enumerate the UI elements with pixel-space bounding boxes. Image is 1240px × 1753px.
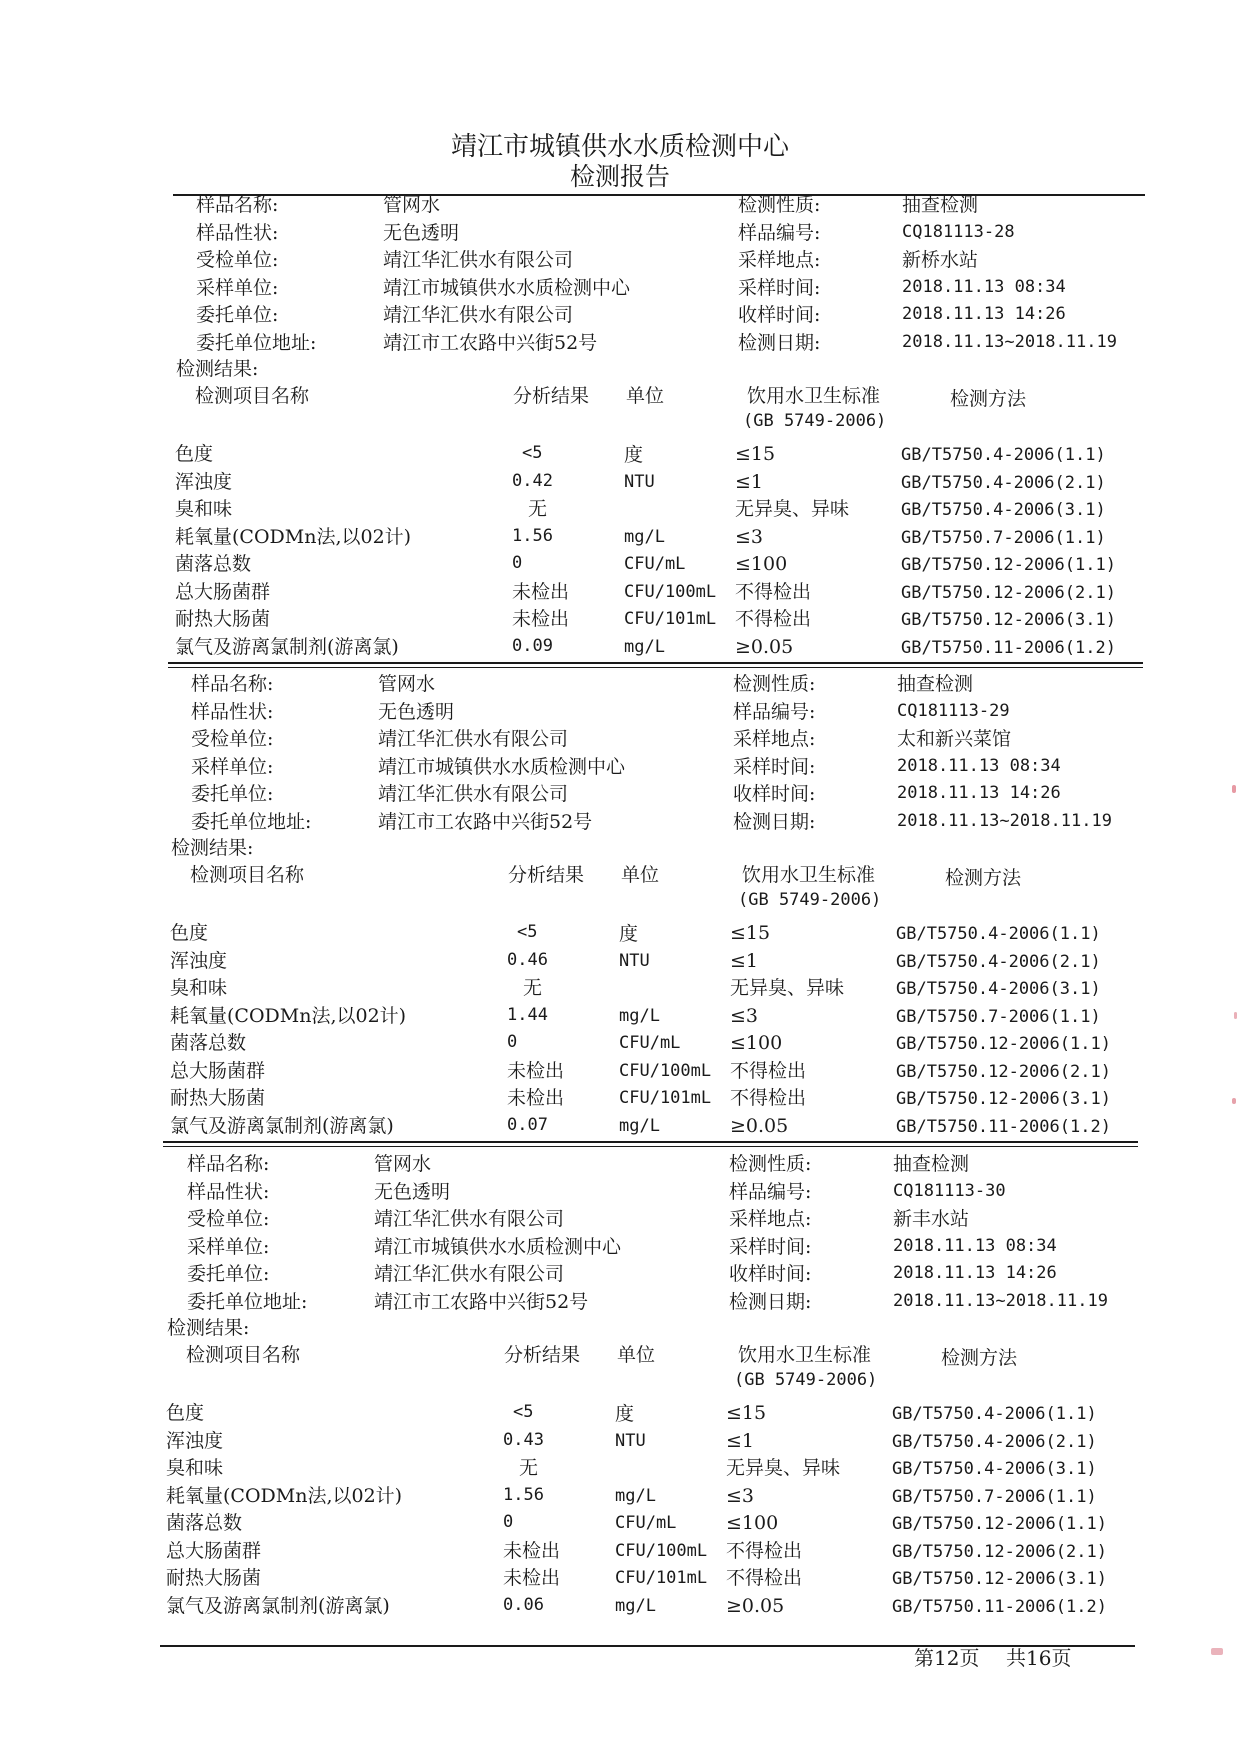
- item-method: GB/T5750.12-2006(1.1): [892, 1514, 1107, 1534]
- item-unit: CFU/100mL: [615, 1540, 708, 1561]
- section-divider: [168, 662, 1143, 668]
- field-label: 采样地点:: [729, 1208, 812, 1230]
- item-name: 耗氧量(CODMn法,以02计): [166, 1484, 403, 1507]
- field-value: 2018.11.13 08:34: [893, 1235, 1057, 1256]
- field-label: 收样时间:: [729, 1263, 812, 1285]
- item-standard: ≤100: [735, 553, 788, 575]
- item-name: 色度: [175, 443, 214, 465]
- field-label: 检测日期:: [733, 810, 816, 833]
- item-method: GB/T5750.12-2006(3.1): [896, 1089, 1111, 1109]
- item-unit: mg/L: [619, 1115, 660, 1136]
- item-unit: CFU/101mL: [624, 609, 717, 629]
- field-value: 靖江市工农路中兴街52号: [378, 810, 593, 833]
- item-standard: ≤15: [735, 443, 776, 465]
- item-name: 浑浊度: [166, 1429, 224, 1452]
- field-label: 检测日期:: [729, 1290, 812, 1313]
- item-result: 无: [528, 498, 548, 520]
- field-value: 靖江市城镇供水水质检测中心: [383, 276, 631, 299]
- column-header: 单位: [626, 385, 665, 407]
- column-header: (GB 5749-2006): [738, 890, 882, 910]
- field-value: 2018.11.13~2018.11.19: [902, 331, 1117, 352]
- field-value: CQ181113-28: [902, 221, 1015, 242]
- item-name: 色度: [166, 1402, 205, 1424]
- field-label: 委托单位:: [187, 1263, 270, 1285]
- field-label: 采样地点:: [738, 249, 821, 271]
- footer-rule: [160, 1645, 1135, 1647]
- column-header: (GB 5749-2006): [743, 411, 887, 431]
- results-heading: 检测结果:: [176, 358, 259, 380]
- item-result: <5: [517, 922, 538, 942]
- report-title: 检测报告: [569, 162, 670, 191]
- item-method: GB/T5750.4-2006(1.1): [896, 924, 1101, 944]
- item-name: 菌落总数: [170, 1032, 247, 1054]
- item-standard: ≥0.05: [730, 1114, 789, 1137]
- item-standard: ≤1: [735, 470, 764, 493]
- item-standard: 无异臭、异味: [726, 1457, 841, 1479]
- field-value: 靖江华汇供水有限公司: [383, 249, 574, 271]
- item-unit: CFU/mL: [624, 554, 686, 574]
- item-unit: CFU/101mL: [619, 1088, 712, 1108]
- item-method: GB/T5750.11-2006(1.2): [896, 1116, 1111, 1137]
- item-result: <5: [522, 443, 543, 463]
- item-result: 0: [503, 1512, 514, 1532]
- field-value: 2018.11.13~2018.11.19: [893, 1290, 1108, 1311]
- item-standard: ≤3: [730, 1004, 759, 1027]
- field-label: 样品编号:: [729, 1180, 812, 1203]
- item-result: 0.43: [503, 1429, 544, 1450]
- item-method: GB/T5750.7-2006(1.1): [896, 1006, 1101, 1027]
- item-name: 臭和味: [170, 977, 228, 999]
- item-unit: CFU/mL: [615, 1513, 677, 1533]
- item-result: 无: [523, 977, 543, 999]
- item-standard: ≤1: [726, 1429, 755, 1452]
- field-value: 2018.11.13 14:26: [893, 1263, 1057, 1283]
- field-value: 管网水: [378, 673, 436, 695]
- field-label: 采样单位:: [191, 755, 274, 778]
- item-unit: mg/L: [615, 1595, 656, 1616]
- field-label: 采样时间:: [738, 276, 821, 299]
- column-header: 检测项目名称: [195, 385, 310, 407]
- field-label: 采样地点:: [733, 728, 816, 750]
- item-unit: NTU: [615, 1430, 646, 1451]
- column-header: 饮用水卫生标准: [747, 385, 881, 407]
- item-standard: 不得检出: [726, 1567, 803, 1589]
- item-name: 总大肠菌群: [166, 1539, 262, 1562]
- field-value: 抽查检测: [893, 1153, 970, 1175]
- item-name: 耗氧量(CODMn法,以02计): [170, 1004, 407, 1027]
- field-value: 靖江市城镇供水水质检测中心: [378, 755, 626, 778]
- field-label: 委托单位:: [191, 783, 274, 805]
- field-label: 样品名称:: [196, 194, 279, 216]
- field-label: 受检单位:: [187, 1208, 270, 1230]
- report-org-title: 靖江市城镇供水水质检测中心: [450, 132, 789, 162]
- item-standard: ≥0.05: [735, 635, 794, 658]
- item-name: 色度: [170, 922, 209, 944]
- item-method: GB/T5750.12-2006(2.1): [901, 582, 1116, 603]
- field-label: 检测性质:: [733, 673, 816, 695]
- item-method: GB/T5750.11-2006(1.2): [901, 637, 1116, 658]
- field-label: 采样时间:: [733, 755, 816, 778]
- field-value: 2018.11.13 08:34: [897, 755, 1061, 776]
- field-value: 靖江华汇供水有限公司: [378, 728, 569, 750]
- item-unit: CFU/mL: [619, 1033, 681, 1053]
- item-result: 未检出: [507, 1059, 565, 1082]
- item-standard: ≤100: [730, 1032, 783, 1054]
- item-result: 未检出: [512, 580, 570, 603]
- item-method: GB/T5750.12-2006(1.1): [901, 555, 1116, 575]
- column-header: (GB 5749-2006): [734, 1370, 878, 1390]
- field-value: 无色透明: [378, 700, 455, 723]
- item-method: GB/T5750.7-2006(1.1): [892, 1486, 1097, 1507]
- column-header: 检测方法: [945, 867, 1022, 889]
- field-label: 受检单位:: [196, 249, 279, 271]
- results-heading: 检测结果:: [171, 837, 254, 859]
- item-result: 0.42: [512, 470, 553, 491]
- field-label: 采样时间:: [729, 1235, 812, 1258]
- field-value: 抽查检测: [902, 194, 979, 216]
- item-name: 耐热大肠菌: [166, 1567, 262, 1589]
- item-unit: 度: [615, 1403, 635, 1425]
- item-name: 臭和味: [175, 498, 233, 520]
- item-result: 1.56: [512, 525, 553, 546]
- field-value: 管网水: [374, 1153, 432, 1175]
- field-label: 检测日期:: [738, 331, 821, 354]
- item-result: 0: [512, 553, 523, 573]
- item-standard: ≤15: [726, 1402, 767, 1424]
- item-name: 耐热大肠菌: [170, 1087, 266, 1109]
- item-name: 氯气及游离氯制剂(游离氯): [175, 635, 399, 658]
- item-method: GB/T5750.4-2006(3.1): [892, 1459, 1097, 1479]
- column-header: 分析结果: [513, 385, 590, 407]
- field-value: 靖江华汇供水有限公司: [374, 1263, 565, 1285]
- field-value: 新丰水站: [893, 1208, 970, 1230]
- field-label: 检测性质:: [738, 194, 821, 216]
- item-result: 未检出: [503, 1567, 561, 1589]
- field-label: 采样单位:: [187, 1235, 270, 1258]
- item-result: 0: [507, 1032, 518, 1052]
- item-result: 0.09: [512, 635, 553, 656]
- item-name: 菌落总数: [175, 553, 252, 575]
- page-total: 共16页: [1006, 1646, 1072, 1670]
- item-result: 未检出: [503, 1539, 561, 1562]
- item-result: 未检出: [512, 608, 570, 630]
- section-divider: [163, 1141, 1138, 1147]
- item-standard: ≤3: [735, 525, 764, 548]
- field-label: 样品性状:: [187, 1180, 270, 1203]
- item-method: GB/T5750.4-2006(2.1): [892, 1431, 1097, 1452]
- item-result: <5: [513, 1402, 534, 1422]
- field-label: 样品名称:: [191, 673, 274, 695]
- item-result: 未检出: [507, 1087, 565, 1109]
- item-unit: 度: [624, 444, 644, 466]
- page-number: 第12页: [914, 1646, 980, 1670]
- item-result: 1.44: [507, 1004, 548, 1025]
- item-name: 臭和味: [166, 1457, 224, 1479]
- item-name: 浑浊度: [170, 949, 228, 972]
- item-unit: mg/L: [619, 1005, 660, 1026]
- field-value: CQ181113-30: [893, 1180, 1006, 1201]
- item-unit: NTU: [619, 950, 650, 971]
- field-label: 收样时间:: [738, 304, 821, 326]
- item-method: GB/T5750.4-2006(1.1): [892, 1404, 1097, 1424]
- field-label: 委托单位地址:: [187, 1290, 308, 1313]
- field-value: 太和新兴菜馆: [897, 728, 1012, 750]
- field-value: 无色透明: [383, 221, 460, 244]
- item-name: 浑浊度: [175, 470, 233, 493]
- field-label: 受检单位:: [191, 728, 274, 750]
- stamp-fragment: [1211, 1648, 1223, 1655]
- column-header: 检测项目名称: [186, 1344, 301, 1366]
- column-header: 饮用水卫生标准: [742, 864, 876, 886]
- item-unit: CFU/101mL: [615, 1568, 708, 1588]
- item-method: GB/T5750.12-2006(3.1): [901, 610, 1116, 630]
- field-value: 无色透明: [374, 1180, 451, 1203]
- item-standard: 不得检出: [726, 1539, 803, 1562]
- field-label: 委托单位地址:: [196, 331, 317, 354]
- item-name: 耗氧量(CODMn法,以02计): [175, 525, 412, 548]
- item-method: GB/T5750.4-2006(2.1): [896, 951, 1101, 972]
- field-value: 靖江市城镇供水水质检测中心: [374, 1235, 622, 1258]
- item-name: 总大肠菌群: [175, 580, 271, 603]
- item-unit: mg/L: [615, 1485, 656, 1506]
- field-value: 2018.11.13 14:26: [897, 783, 1061, 803]
- item-name: 氯气及游离氯制剂(游离氯): [170, 1114, 394, 1137]
- column-header: 检测项目名称: [190, 864, 305, 886]
- item-method: GB/T5750.12-2006(1.1): [896, 1034, 1111, 1054]
- item-result: 0.07: [507, 1114, 548, 1135]
- field-value: 2018.11.13 14:26: [902, 304, 1066, 324]
- field-label: 样品名称:: [187, 1153, 270, 1175]
- item-standard: ≤15: [730, 922, 771, 944]
- column-header: 检测方法: [950, 388, 1027, 410]
- item-method: GB/T5750.4-2006(1.1): [901, 445, 1106, 465]
- field-value: 靖江市工农路中兴街52号: [374, 1290, 589, 1313]
- item-standard: 不得检出: [730, 1087, 807, 1109]
- field-value: 靖江华汇供水有限公司: [383, 304, 574, 326]
- item-method: GB/T5750.4-2006(2.1): [901, 472, 1106, 493]
- item-unit: NTU: [624, 471, 655, 492]
- item-standard: ≤3: [726, 1484, 755, 1507]
- stamp-fragment: [1234, 1012, 1237, 1019]
- field-value: 靖江市工农路中兴街52号: [383, 331, 598, 354]
- results-heading: 检测结果:: [167, 1317, 250, 1339]
- field-label: 样品性状:: [191, 700, 274, 723]
- item-result: 0.06: [503, 1594, 544, 1615]
- column-header: 分析结果: [508, 864, 585, 886]
- column-header: 单位: [617, 1344, 656, 1366]
- item-method: GB/T5750.4-2006(3.1): [896, 979, 1101, 999]
- field-value: 2018.11.13 08:34: [902, 276, 1066, 297]
- field-value: 靖江华汇供水有限公司: [378, 783, 569, 805]
- item-result: 0.46: [507, 949, 548, 970]
- column-header: 单位: [621, 864, 660, 886]
- column-header: 分析结果: [504, 1344, 581, 1366]
- stamp-fragment: [1232, 1098, 1236, 1104]
- item-method: GB/T5750.11-2006(1.2): [892, 1596, 1107, 1617]
- field-value: 抽查检测: [897, 673, 974, 695]
- field-label: 采样单位:: [196, 276, 279, 299]
- item-method: GB/T5750.7-2006(1.1): [901, 527, 1106, 548]
- column-header: 检测方法: [941, 1347, 1018, 1369]
- item-method: GB/T5750.12-2006(2.1): [896, 1061, 1111, 1082]
- field-label: 样品性状:: [196, 221, 279, 244]
- item-standard: 不得检出: [735, 608, 812, 630]
- item-unit: mg/L: [624, 526, 665, 547]
- header-rule: [173, 194, 1145, 196]
- item-name: 耐热大肠菌: [175, 608, 271, 630]
- item-standard: 不得检出: [735, 580, 812, 603]
- item-unit: mg/L: [624, 636, 665, 657]
- item-standard: ≤100: [726, 1512, 779, 1534]
- item-standard: 不得检出: [730, 1059, 807, 1082]
- item-standard: ≥0.05: [726, 1594, 785, 1617]
- item-name: 氯气及游离氯制剂(游离氯): [166, 1594, 390, 1617]
- item-method: GB/T5750.12-2006(3.1): [892, 1569, 1107, 1589]
- item-unit: CFU/100mL: [624, 581, 717, 602]
- field-value: 新桥水站: [902, 249, 979, 271]
- column-header: 饮用水卫生标准: [738, 1344, 872, 1366]
- field-value: 2018.11.13~2018.11.19: [897, 810, 1112, 831]
- field-label: 委托单位:: [196, 304, 279, 326]
- field-label: 委托单位地址:: [191, 810, 312, 833]
- item-name: 总大肠菌群: [170, 1059, 266, 1082]
- item-unit: 度: [619, 923, 639, 945]
- item-name: 菌落总数: [166, 1512, 243, 1534]
- item-standard: 无异臭、异味: [735, 498, 850, 520]
- field-label: 样品编号:: [738, 221, 821, 244]
- item-unit: CFU/100mL: [619, 1060, 712, 1081]
- item-result: 1.56: [503, 1484, 544, 1505]
- item-standard: ≤1: [730, 949, 759, 972]
- item-standard: 无异臭、异味: [730, 977, 845, 999]
- field-label: 样品编号:: [733, 700, 816, 723]
- field-label: 检测性质:: [729, 1153, 812, 1175]
- field-value: CQ181113-29: [897, 700, 1010, 721]
- item-method: GB/T5750.12-2006(2.1): [892, 1541, 1107, 1562]
- item-method: GB/T5750.4-2006(3.1): [901, 500, 1106, 520]
- field-value: 管网水: [383, 194, 441, 216]
- field-label: 收样时间:: [733, 783, 816, 805]
- item-result: 无: [519, 1457, 539, 1479]
- stamp-fragment: [1232, 785, 1236, 793]
- field-value: 靖江华汇供水有限公司: [374, 1208, 565, 1230]
